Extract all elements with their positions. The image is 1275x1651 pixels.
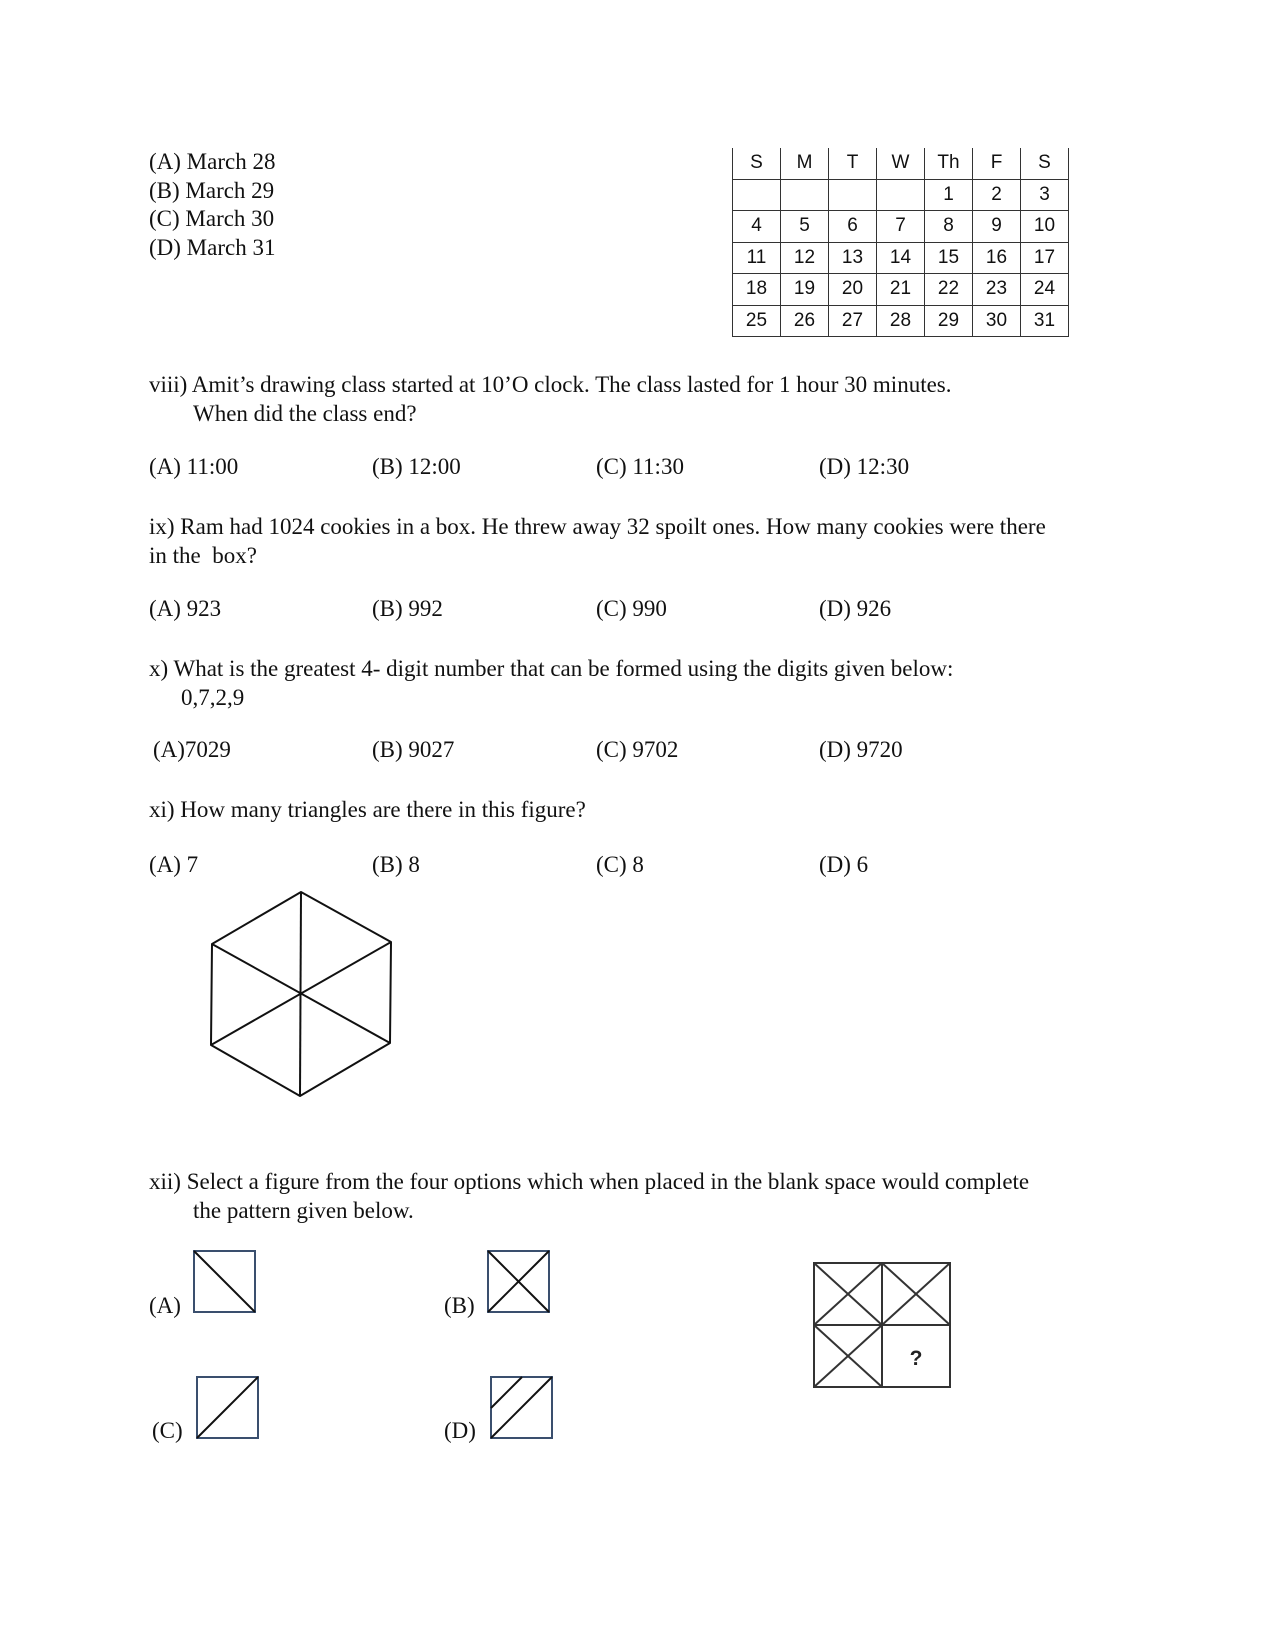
calendar-day: 18 [733,274,781,306]
calendar-day: 21 [877,274,925,306]
q12-option-d-label: (D) [444,1418,476,1443]
calendar-week-row [733,179,1069,211]
calendar-header: T [829,148,877,179]
q9-text [149,512,1046,570]
calendar-day: 26 [781,305,829,337]
hexagon-figure [200,885,400,1105]
calendar-day: 19 [781,274,829,306]
q7-option-c: (C) March 30 [149,206,275,231]
q10-line-1: x) What is the greatest 4- digit number that can be formed using the digits given below: [149,656,954,681]
q8-line-2: When did the class end? [193,401,417,426]
q11-text [149,795,586,824]
calendar-day: 27 [829,305,877,337]
calendar-day: 11 [733,242,781,274]
calendar-day: 4 [733,211,781,243]
q12-option-b-label: (B) [444,1293,475,1318]
q12-line-1: xii) Select a figure from the four options which when placed in the blank space would complete [149,1169,1030,1194]
q12-option-c-label: (C) [152,1418,183,1443]
q9-option-b: (B) 992 [372,596,443,621]
q8-line-1: viii) Amit’s drawing class started at 10’O clock. The class lasted for 1 hour 30 minutes. [149,372,952,397]
calendar-day: 28 [877,305,925,337]
calendar-day: 10 [1021,211,1069,243]
calendar-day [829,179,877,211]
calendar-day: 14 [877,242,925,274]
calendar-table [732,148,1069,337]
calendar-day: 24 [1021,274,1069,306]
calendar-day: 25 [733,305,781,337]
calendar-day [733,179,781,211]
option-c-figure [196,1376,259,1439]
calendar-day: 2 [973,179,1021,211]
calendar-day [781,179,829,211]
calendar-header: M [781,148,829,179]
calendar-day: 23 [973,274,1021,306]
calendar-header: Th [925,148,973,179]
calendar-header: W [877,148,925,179]
calendar-day: 30 [973,305,1021,337]
calendar-header: S [733,148,781,179]
q11-option-d: (D) 6 [819,852,869,877]
q9-option-a: (A) 923 [149,596,222,621]
q8-text [149,370,952,428]
q8-option-d: (D) 12:30 [819,454,910,479]
calendar-week-row [733,274,1069,306]
q10-line-2: 0,7,2,9 [181,685,245,710]
q7-option-a: (A) March 28 [149,149,276,174]
calendar-week-row [733,305,1069,337]
option-d-figure [490,1376,553,1439]
option-a-figure [193,1250,256,1313]
q11-option-a: (A) 7 [149,852,199,877]
q10-option-b: (B) 9027 [372,737,455,762]
calendar-header: S [1021,148,1069,179]
q10-option-c: (C) 9702 [596,737,679,762]
q8-option-a: (A) 11:00 [149,454,239,479]
calendar-day: 16 [973,242,1021,274]
q7-option-b: (B) March 29 [149,177,275,203]
calendar-day: 9 [973,211,1021,243]
q12-text [149,1167,1029,1225]
question-mark: ? [909,1347,923,1370]
calendar-day: 1 [925,179,973,211]
q12-option-a-label: (A) [149,1293,181,1318]
option-b-figure [487,1250,550,1313]
calendar-day: 5 [781,211,829,243]
q10-option-d: (D) 9720 [819,737,903,762]
q9-line-2: in the box? [149,543,257,568]
calendar-day: 7 [877,211,925,243]
q9-option-d: (D) 926 [819,596,892,621]
q10-option-a: (A)7029 [153,737,231,762]
calendar-day: 15 [925,242,973,274]
calendar-week-row [733,242,1069,274]
calendar-week-row [733,211,1069,243]
q7-option-d: (D) March 31 [149,234,276,260]
q9-option-c: (C) 990 [596,596,667,621]
calendar-day: 31 [1021,305,1069,337]
calendar-day: 8 [925,211,973,243]
calendar-day: 12 [781,242,829,274]
calendar-day: 6 [829,211,877,243]
pattern-grid-figure [813,1262,951,1388]
q8-option-b: (B) 12:00 [372,454,461,479]
calendar-day: 20 [829,274,877,306]
calendar-day: 22 [925,274,973,306]
calendar-day: 17 [1021,242,1069,274]
q7-options [149,148,275,262]
calendar-header-row [733,148,1069,179]
calendar-day: 3 [1021,179,1069,211]
q11-option-c: (C) 8 [596,852,644,877]
q11-line-1: xi) How many triangles are there in this figure? [149,797,586,822]
calendar-header: F [973,148,1021,179]
q12-line-2: the pattern given below. [193,1198,414,1223]
q8-option-c: (C) 11:30 [596,454,684,479]
calendar-day: 29 [925,305,973,337]
q9-line-1: ix) Ram had 1024 cookies in a box. He threw away 32 spoilt ones. How many cookies were there [149,514,1046,539]
calendar-day: 13 [829,242,877,274]
q11-option-b: (B) 8 [372,852,420,877]
q10-text [149,654,953,712]
calendar-day [877,179,925,211]
